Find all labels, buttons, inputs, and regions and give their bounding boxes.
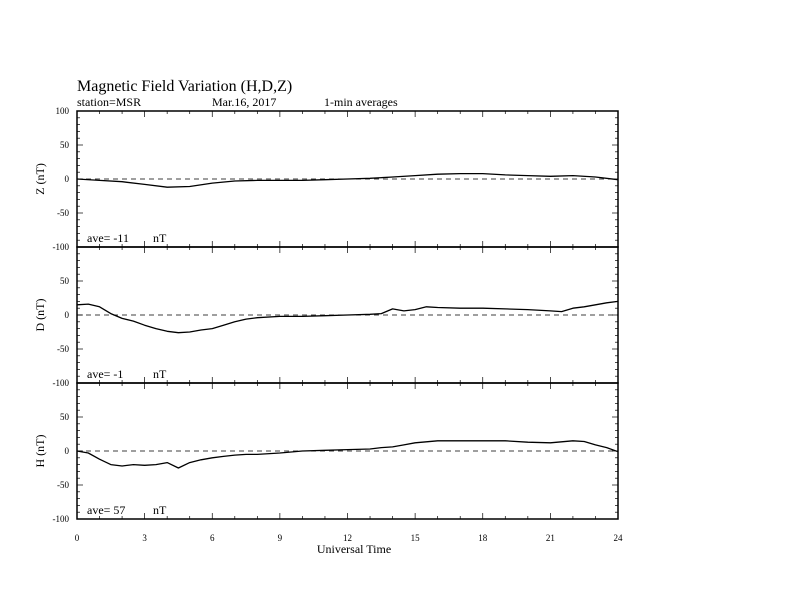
average-label-d: ave= -1 [87,367,124,381]
panel-h [33,383,618,524]
y-tick-label: -50 [57,344,69,354]
average-unit-d: nT [153,367,167,381]
series-line-z [77,174,618,188]
series-line-d [77,301,618,332]
y-tick-label: -50 [57,480,69,490]
average-unit-h: nT [153,503,167,517]
station-label: station=MSR [77,95,142,109]
y-tick-label: 50 [60,276,69,286]
y-tick-label: 0 [64,310,69,320]
y-tick-label: -100 [52,242,69,252]
x-tick-label: 9 [277,533,283,543]
y-axis-label-z: Z (nT) [33,163,47,195]
average-label-h: ave= 57 [87,503,126,517]
x-tick-label: 21 [545,533,555,543]
series-line-h [77,441,618,468]
panel-d [33,247,618,388]
average-mode-label: 1-min averages [324,95,398,109]
y-tick-label: 0 [64,174,69,184]
y-tick-label: -100 [52,378,69,388]
x-tick-label: 0 [74,533,80,543]
y-axis-label-h: H (nT) [33,434,47,468]
average-label-z: ave= -11 [87,231,129,245]
x-tick-label: 15 [410,533,420,543]
date-label: Mar.16, 2017 [212,95,277,109]
y-tick-label: 50 [60,140,69,150]
x-tick-label: 24 [613,533,623,543]
x-axis-label: Universal Time [316,542,392,556]
x-tick-label: 18 [478,533,488,543]
y-axis-label-d: D (nT) [33,298,47,332]
y-tick-label: 100 [55,106,69,116]
x-tick-label: 3 [142,533,147,543]
x-tick-label: 12 [343,533,352,543]
panels-group [33,106,618,524]
panel-z [33,106,618,252]
x-tick-label: 6 [210,533,215,543]
y-tick-label: 50 [60,412,69,422]
y-tick-label: 0 [64,446,69,456]
chart-title: Magnetic Field Variation (H,D,Z) [77,78,293,95]
y-tick-label: -100 [52,514,69,524]
y-tick-label: -50 [57,208,69,218]
average-unit-z: nT [153,231,167,245]
